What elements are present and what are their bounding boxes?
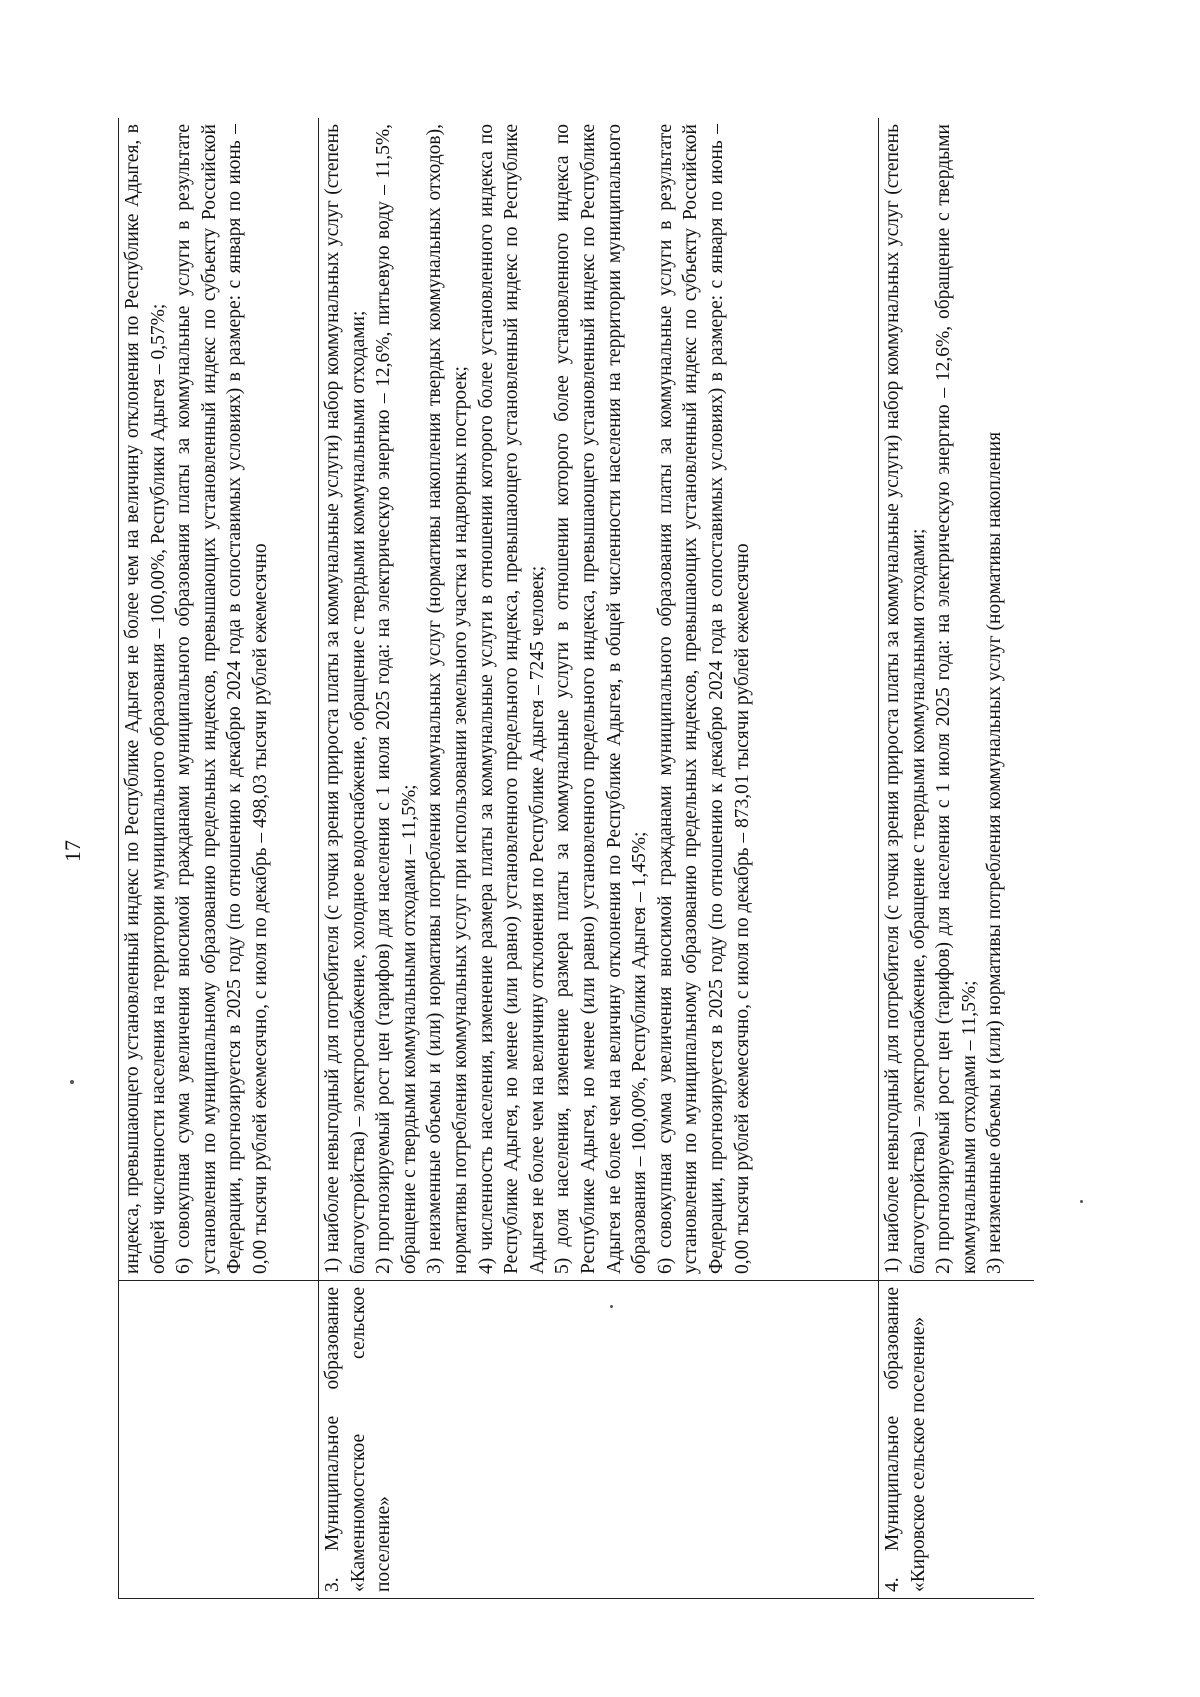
description-cell (879, 118, 1035, 1281)
municipality-cell (319, 1281, 879, 1599)
municipality-cell (879, 1281, 1035, 1599)
description-paragraph: 6) совокупная сумма увеличения вносимой гражданами муниципального образования платы за коммунальные услуги в результате установления по муниципальному образованию предельных индексов, превышающих установленный индекс по субъекту Российской Федерации, прогнозируется в 2025 году (по отношению к декабрю 2024 года в сопоставимых условиях) в размере: с января по июнь – 0,00 тысячи рублей ежемесячно, с июля по декабрь – 498,03 тысячи рублей ежемесячно (173, 124, 271, 1274)
rotated-page-content (118, 118, 1034, 1599)
scan-speck (1080, 1200, 1083, 1203)
municipality-table (118, 118, 1034, 1599)
description-paragraph: 2) прогнозируемый рост цен (тарифов) для населения с 1 июля 2025 года: на электрическую энергию – 12,6%, обращение с твердыми коммунальными отходами – 11,5%; (933, 124, 980, 1274)
description-cell (319, 118, 879, 1281)
description-paragraph: 1) наиболее невыгодный для потребителя (с точки зрения прироста платы за коммунальные услуги) набор коммунальных услуг (степень благоустройства) – электроснабжение, холодное водоснабжение, обращение с твердыми коммунальными отходами; (322, 124, 369, 1274)
description-paragraph: 5) доля населения, изменение размера платы за коммунальные услуги в отношении которого более установленного индекса по Республике Адыгея, но менее (или равно) установленного предельного индекса, превышающего установленный индекс по Республике Адыгея не более чем на величину отклонения по Республике Адыгея, в общей численности населения на территории муниципального образования – 100,00%, Республики Адыгея – 1,45%; (552, 124, 651, 1274)
description-paragraph: индекса, превышающего установленный индекс по Республике Адыгея не более чем на величину отклонения по Республике Адыгея, в общей численности населения на территории муниципального образования – 100,00%, Республики Адыгея – 0,57%; (122, 124, 169, 1274)
table-row (119, 118, 319, 1599)
table-body (119, 118, 1035, 1599)
municipality-name: 4. Муниципальное образование «Кировское сельское поселение» (882, 1287, 929, 1592)
description-paragraph: 2) прогнозируемый рост цен (тарифов) для населения с 1 июля 2025 года: на электрическую энергию – 12,6%, питьевую воду – 11,5%, обращение с твердыми коммунальными отходами – 11,5%; (373, 124, 420, 1274)
description-cell (119, 118, 319, 1281)
scan-speck (70, 1080, 74, 1084)
municipality-name: 3. Муниципальное образование «Каменномостское сельское поселение» (322, 1287, 395, 1592)
description-paragraph: 1) наиболее невыгодный для потребителя (с точки зрения прироста платы за коммунальные услуги) набор коммунальных услуг (степень благоустройства) – электроснабжение, обращение с твердыми коммунальными отходами; (882, 124, 929, 1274)
table-row (319, 118, 879, 1599)
municipality-cell (119, 1281, 319, 1599)
page-number: 17 (60, 840, 85, 862)
description-paragraph: 6) совокупная сумма увеличения вносимой гражданами муниципального образования платы за коммунальные услуги в результате установления по муниципальному образованию предельных индексов, превышающих установленный индекс по субъекту Российской Федерации, прогнозируется в 2025 году (по отношению к декабрю 2024 года в сопоставимых условиях) в размере: с января по июнь – 0,00 тысячи рублей ежемесячно, с июля по декабрь – 873,01 тысячи рублей ежемесячно (654, 124, 753, 1274)
description-paragraph: 4) численность населения, изменение размера платы за коммунальные услуги в отношении которого более установленного индекса по Республике Адыгея, но менее (или равно) установленного предельного индекса, превышающего установленный индекс по Республике Адыгея не более чем на величину отклонения по Республике Адыгея – 7245 человек; (475, 124, 548, 1274)
description-paragraph: 3) неизменные объемы и (или) нормативы потребления коммунальных услуг (нормативы накопления твердых коммунальных отходов), нормативы потребления коммунальных услуг при использовании земельного участка и надворных построек; (424, 124, 471, 1274)
rotated-page-frame (118, 118, 1034, 1599)
description-paragraph: 3) неизменные объемы и (или) нормативы потребления коммунальных услуг (нормативы накопления (984, 431, 1006, 1274)
table-row (879, 118, 1035, 1599)
